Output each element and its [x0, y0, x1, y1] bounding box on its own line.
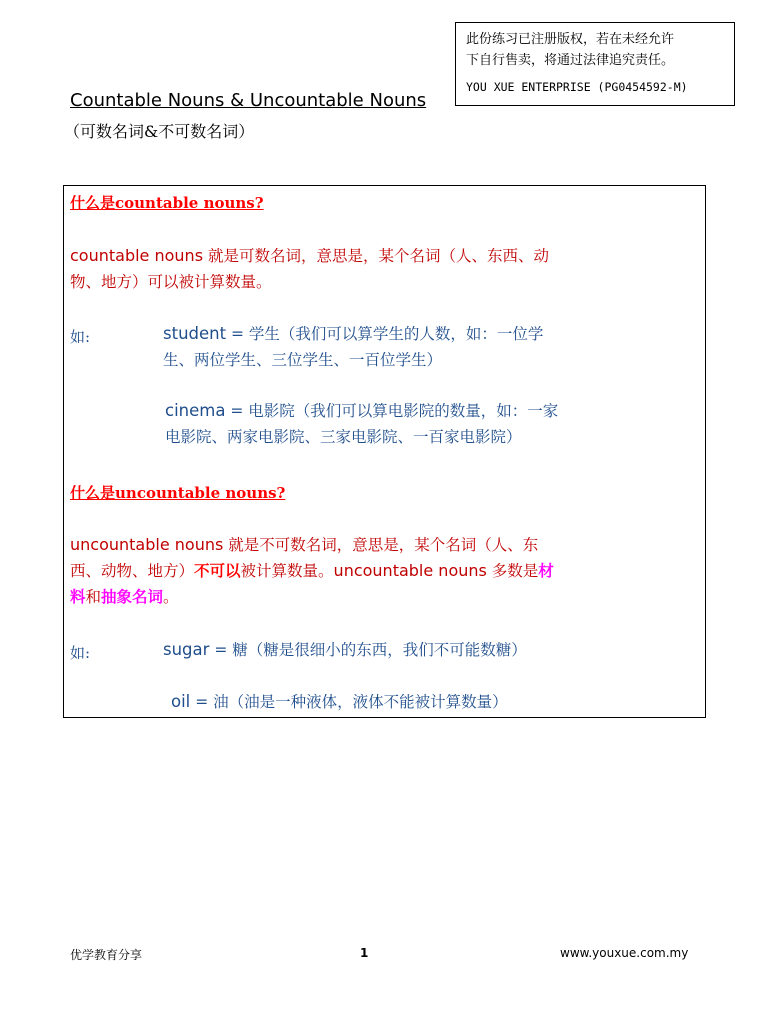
uncountable-example-oil: oil = 油（油是一种液体，液体不能被计算数量）	[171, 692, 508, 711]
copyright-notice-box	[455, 22, 735, 106]
uncountable-heading: 什么是uncountable nouns?	[70, 484, 286, 502]
countable-heading: 什么是countable nouns?	[70, 194, 264, 212]
uncountable-example-label: 如:	[70, 644, 91, 662]
countable-example-label: 如:	[70, 328, 91, 346]
page-subtitle: （可数名词&不可数名词）	[64, 122, 255, 141]
page-title: Countable Nouns & Uncountable Nouns	[70, 90, 427, 111]
copyright-line-1: 此份练习已注册版权，若在未经允许	[466, 32, 675, 47]
copyright-company: YOU XUE ENTERPRISE (PG0454592-M)	[466, 80, 688, 94]
content-box	[63, 185, 706, 718]
page-number: 1	[360, 946, 369, 960]
uncountable-definition: uncountable nouns 就是不可数名词，意思是，某个名词（人、东 西、动物、地方）不可以被计算数量。uncountable nouns 多数是材 料和抽象名词。	[70, 535, 554, 606]
countable-example-cinema: cinema = 电影院（我们可以算电影院的数量，如：一家 电影院、两家电影院、三家电影院、一百家电影院）	[165, 401, 559, 446]
footer-url: www.youxue.com.my	[560, 946, 689, 960]
countable-example-student: student = 学生（我们可以算学生的人数，如：一位学 生、两位学生、三位学生、一百位学生）	[163, 324, 544, 369]
countable-definition: countable nouns 就是可数名词，意思是，某个名词（人、东西、动 物、地方）可以被计算数量。	[70, 246, 549, 291]
copyright-line-2: 下自行售卖，将通过法律追究责任。	[466, 53, 675, 68]
uncountable-example-sugar: sugar = 糖（糖是很细小的东西，我们不可能数糖）	[163, 640, 527, 659]
footer-left-text: 优学教育分享	[70, 948, 143, 962]
